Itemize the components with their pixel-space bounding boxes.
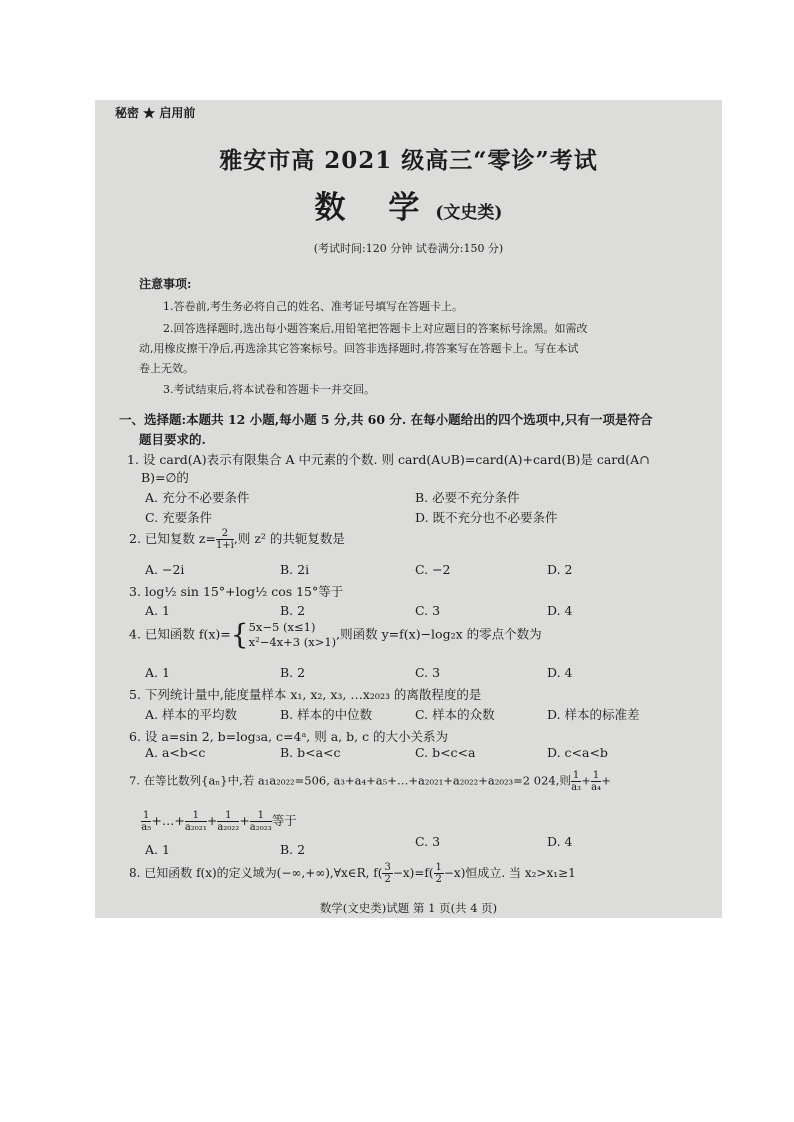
fraction-numerator: 1 bbox=[435, 862, 442, 873]
question-7 bbox=[129, 770, 611, 793]
note-item: 3.考试结束后,将本试卷和答题卡一并交回。 bbox=[163, 383, 375, 396]
fraction-denominator: a₃ bbox=[571, 782, 582, 793]
option-c: C. 充要条件 bbox=[145, 510, 213, 525]
question-1-cont: B)=∅的 bbox=[141, 470, 189, 485]
exam-paper bbox=[95, 100, 722, 918]
note-item: 1.答卷前,考生务必将自己的姓名、准考证号填写在答题卡上。 bbox=[163, 300, 463, 313]
option-b: B. b<a<c bbox=[280, 745, 341, 760]
option-a: A. 1 bbox=[145, 603, 170, 618]
option-c: C. 3 bbox=[415, 834, 441, 849]
fraction bbox=[217, 810, 239, 833]
notes-heading: 注意事项: bbox=[139, 277, 192, 291]
option-d: D. 4 bbox=[547, 603, 573, 618]
confidential-label: 秘密 ★ 启用前 bbox=[115, 106, 196, 120]
page-footer: 数学(文史类)试题 第 1 页(共 4 页) bbox=[319, 901, 498, 915]
subject-category: (文史类) bbox=[435, 203, 503, 223]
question-8 bbox=[129, 862, 576, 885]
subject-name: 数 学 bbox=[314, 190, 436, 226]
option-a: A. −2i bbox=[145, 562, 185, 577]
fraction-denominator: a₂₀₂₃ bbox=[249, 822, 272, 833]
fraction-numerator: 1 bbox=[185, 810, 207, 822]
option-b: B. 必要不充分条件 bbox=[415, 490, 520, 505]
question-8-middle: −x)=f( bbox=[392, 866, 434, 880]
fraction bbox=[382, 862, 392, 885]
plus-sign: + bbox=[581, 773, 591, 788]
question-7-suffix: 等于 bbox=[271, 813, 297, 828]
question-8-suffix: −x)恒成立. 当 x₂>x₁≥1 bbox=[443, 866, 576, 880]
piecewise-cases bbox=[249, 620, 337, 650]
fraction bbox=[591, 770, 601, 793]
option-d: D. 4 bbox=[547, 834, 573, 849]
option-a: A. 充分不必要条件 bbox=[145, 490, 250, 505]
option-b: B. 2 bbox=[280, 665, 306, 680]
plus-sign: + bbox=[601, 773, 611, 788]
fraction-denominator: a₄ bbox=[591, 782, 602, 793]
fraction bbox=[571, 770, 581, 793]
question-6: 6. 设 a=sin 2, b=log₃a, c=4ᵃ, 则 a, b, c 的大小关系为 bbox=[129, 729, 449, 744]
exam-title: 雅安市高 2021 级高三“零诊”考试 bbox=[219, 147, 598, 174]
option-a: A. 1 bbox=[145, 842, 170, 857]
option-b: B. 样本的中位数 bbox=[280, 707, 373, 722]
piecewise-case-2: x²−4x+3 (x>1) bbox=[248, 635, 337, 649]
option-b: B. 2 bbox=[280, 603, 306, 618]
fraction-numerator: 2 bbox=[216, 528, 234, 540]
fraction bbox=[216, 528, 234, 551]
option-c: C. −2 bbox=[415, 562, 451, 577]
question-3: 3. log½ sin 15°+log½ cos 15°等于 bbox=[129, 584, 344, 599]
fraction-denominator: 2 bbox=[384, 874, 391, 885]
ellipsis-sum: +…+ bbox=[151, 813, 185, 828]
option-c: C. b<c<a bbox=[415, 745, 476, 760]
option-a: A. a<b<c bbox=[145, 745, 206, 760]
fraction bbox=[250, 810, 272, 833]
option-d: D. 样本的标准差 bbox=[547, 707, 640, 722]
fraction bbox=[141, 810, 151, 833]
question-2 bbox=[129, 528, 345, 551]
section-heading: 一、选择题:本题共 12 小题,每小题 5 分,共 60 分. 在每小题给出的四个选项中,只有一项是符合 bbox=[119, 412, 653, 427]
fraction-numerator: 1 bbox=[143, 810, 150, 821]
question-2-prefix: 2. 已知复数 z= bbox=[129, 531, 216, 546]
piecewise-brace: { bbox=[230, 618, 249, 651]
section-heading-cont: 题目要求的. bbox=[139, 432, 206, 447]
fraction-denominator: a₂₀₂₂ bbox=[217, 822, 240, 833]
note-item: 2.回答选择题时,选出每小题答案后,用铅笔把答题卡上对应题目的答案标号涂黑。如需改 bbox=[163, 322, 588, 335]
question-4-prefix: 4. 已知函数 f(x)= bbox=[129, 626, 231, 642]
exam-time-info: (考试时间:120 分钟 试卷满分:150 分) bbox=[313, 242, 504, 255]
question-4-suffix: ,则函数 y=f(x)−log₂x 的零点个数为 bbox=[336, 626, 542, 642]
option-d: D. 4 bbox=[547, 665, 573, 680]
question-8-prefix: 8. 已知函数 f(x)的定义域为(−∞,+∞),∀x∈R, f( bbox=[129, 866, 383, 880]
option-c: C. 样本的众数 bbox=[415, 707, 495, 722]
note-item: 动,用橡皮擦干净后,再选涂其它答案标号。回答非选择题时,将答案写在答题卡上。写在本试 bbox=[139, 342, 579, 355]
question-1: 1. 设 card(A)表示有限集合 A 中元素的个数. 则 card(A∪B)=card(A)+card(B)是 card(A∩ bbox=[127, 452, 650, 467]
option-c: C. 3 bbox=[415, 665, 441, 680]
piecewise-case-1: 5x−5 (x≤1) bbox=[248, 620, 316, 634]
fraction-denominator: a₂₀₂₁ bbox=[184, 822, 207, 833]
fraction-numerator: 1 bbox=[250, 810, 272, 822]
question-2-suffix: ,则 z² 的共轭复数是 bbox=[233, 531, 345, 546]
option-d: D. 2 bbox=[547, 562, 573, 577]
question-5: 5. 下列统计量中,能度量样本 x₁, x₂, x₃, …x₂₀₂₃ 的离散程度的是 bbox=[129, 687, 482, 702]
option-a: A. 1 bbox=[145, 665, 170, 680]
option-a: A. 样本的平均数 bbox=[145, 707, 237, 722]
question-7-prefix: 7. 在等比数列{aₙ}中,若 a₁a₂₀₂₂=506, a₃+a₄+a₅+…+a₂₀₂₁+a₂₀₂₂+a₂₀₂₃=2 024,则 bbox=[129, 773, 571, 788]
subject-heading bbox=[95, 182, 722, 227]
fraction-numerator: 1 bbox=[572, 770, 580, 781]
option-b: B. 2i bbox=[280, 562, 310, 577]
question-7-cont bbox=[141, 810, 297, 833]
plus-sign: + bbox=[239, 813, 250, 828]
fraction-numerator: 3 bbox=[384, 862, 391, 873]
fraction-denominator: 2 bbox=[435, 874, 442, 885]
option-b: B. 2 bbox=[280, 842, 306, 857]
fraction-denominator: a₅ bbox=[141, 822, 152, 833]
fraction-numerator: 1 bbox=[592, 770, 600, 781]
option-c: C. 3 bbox=[415, 603, 441, 618]
question-4 bbox=[129, 620, 542, 650]
note-item: 卷上无效。 bbox=[139, 362, 194, 375]
fraction-numerator: 1 bbox=[217, 810, 239, 822]
fraction-denominator: 1+i bbox=[215, 540, 234, 551]
fraction bbox=[434, 862, 444, 885]
option-d: D. c<a<b bbox=[547, 745, 608, 760]
option-d: D. 既不充分也不必要条件 bbox=[415, 510, 558, 525]
fraction bbox=[185, 810, 207, 833]
plus-sign: + bbox=[206, 813, 218, 828]
